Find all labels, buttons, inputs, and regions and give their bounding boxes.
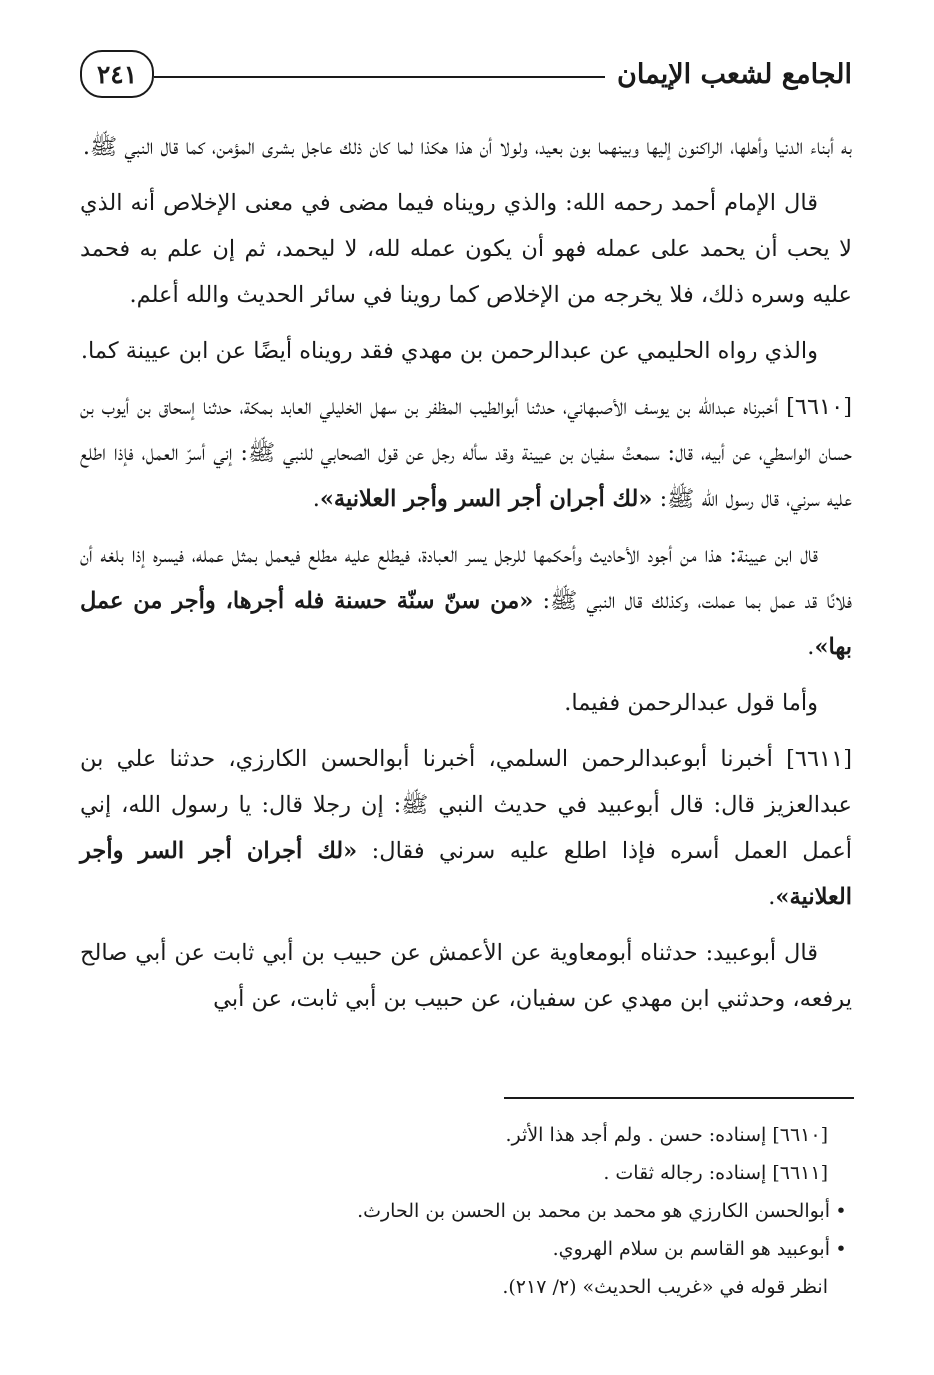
hadith-end: .	[312, 486, 320, 512]
footnote-bullet-1	[150, 1192, 852, 1230]
footnote-6610: [٦٦١٠] إسناده: حسن . ولم أجد هذا الأثر.	[505, 1124, 828, 1146]
hadith-6611	[80, 736, 852, 920]
paragraph-text: قال ابن عيينة: هذا من أجود الأحاديث وأحكمها للرجل يسر العبادة، فيطلع عليه مطلع فيعمل بمثل عمله، فيسره إذا بلغه أن فلانًا قد عمل بما عملت، وكذلك قال النبي ﷺ:	[80, 542, 853, 614]
footnote-bullet-2	[150, 1230, 852, 1268]
header-rule	[154, 76, 605, 78]
bullet-icon: •	[835, 1238, 847, 1260]
footnote-reference: انظر قوله في «غريب الحديث» (٢/ ٢١٧).	[502, 1276, 828, 1298]
page-number: ٢٤١	[80, 50, 154, 98]
hadith-text: أخبرناه عبدالله بن يوسف الأصبهاني، حدثنا أبوالطيب المظفر بن سهل الخليلي العابد بمكة، حدثنا إسحاق بن أيوب بن حسان الواسطي، عن أبيه، قال: سمعتُ سفيان بن عيينة وقد سأله رجل عن قول الصحابي للنبي ﷺ: إني أسرّ العمل، فإذا اطلع عليه سرني، قال رسول الله ﷺ:	[80, 394, 852, 512]
main-text	[80, 124, 852, 1032]
hadith-quote: «من سنّ سنّة حسنة فله أجرها، وأجر من عمل بها»	[80, 588, 852, 660]
paragraph-ibn-uyaynah	[80, 532, 852, 670]
hadith-text: أخبرنا أبوعبدالرحمن السلمي، أخبرنا أبوالحسن الكارزي، حدثنا علي بن عبدالعزيز قال: قال أبوعبيد في حديث النبي ﷺ: إن رجلا قال: يا رسول الله، إني أعمل العمل أسره فإذا اطلع عليه سرني فقال:	[80, 746, 853, 864]
hadith-number: [٦٦١١]	[786, 746, 852, 772]
paragraph-8: قال أبوعبيد: حدثناه أبومعاوية عن الأعمش عن حبيب بن أبي ثابت عن أبي صالح يرفعه، وحدثني ابن مهدي عن سفيان، عن حبيب بن أبي ثابت، عن أبي	[80, 940, 852, 1012]
footnote-6611: [٦٦١١] إسناده: رجاله ثقات .	[603, 1162, 828, 1184]
paragraph-end: .	[807, 634, 815, 660]
paragraph-3: والذي رواه الحليمي عن عبدالرحمن بن مهدي فقد رويناه أيضًا عن ابن عيينة كما.	[80, 338, 818, 364]
footnote-separator	[504, 1097, 854, 1099]
hadith-end: .	[768, 884, 776, 910]
footnote-text: أبوالحسن الكارزي هو محمد بن محمد بن الحسن بن الحارث.	[357, 1200, 830, 1222]
footnote-text: أبوعبيد هو القاسم بن سلام الهروي.	[552, 1238, 830, 1260]
hadith-quote: «لك أجران أجر السر وأجر العلانية»	[80, 838, 852, 910]
paragraph-2: قال الإمام أحمد رحمه الله: والذي رويناه فيما مضى في معنى الإخلاص أنه الذي لا يحب أن يحمد على عمله فهو أن يكون عمله لله، لا ليحمد، ثم إن علم به فحمد عليه وسره ذلك، فلا يخرجه من الإخلاص كما روينا في سائر الحديث والله أعلم.	[80, 190, 852, 308]
hadith-quote: «لك أجران أجر السر وأجر العلانية»	[319, 486, 653, 512]
hadith-number: [٦٦١٠]	[786, 394, 852, 420]
bullet-icon: •	[835, 1200, 847, 1222]
hadith-6610	[80, 384, 852, 522]
running-header	[80, 44, 852, 104]
footnotes	[150, 1116, 852, 1306]
paragraph-1: به أبناء الدنيا وأهلها، الراكنون إليها وبينهما بون بعيد، ولولا أن هذا هكذا لما كان ذلك عاجل بشرى المؤمن، كما قال النبي ﷺ.	[82, 134, 852, 160]
paragraph-6: وأما قول عبدالرحمن ففيما.	[564, 690, 818, 716]
book-title: الجامع لشعب الإيمان	[617, 58, 852, 90]
